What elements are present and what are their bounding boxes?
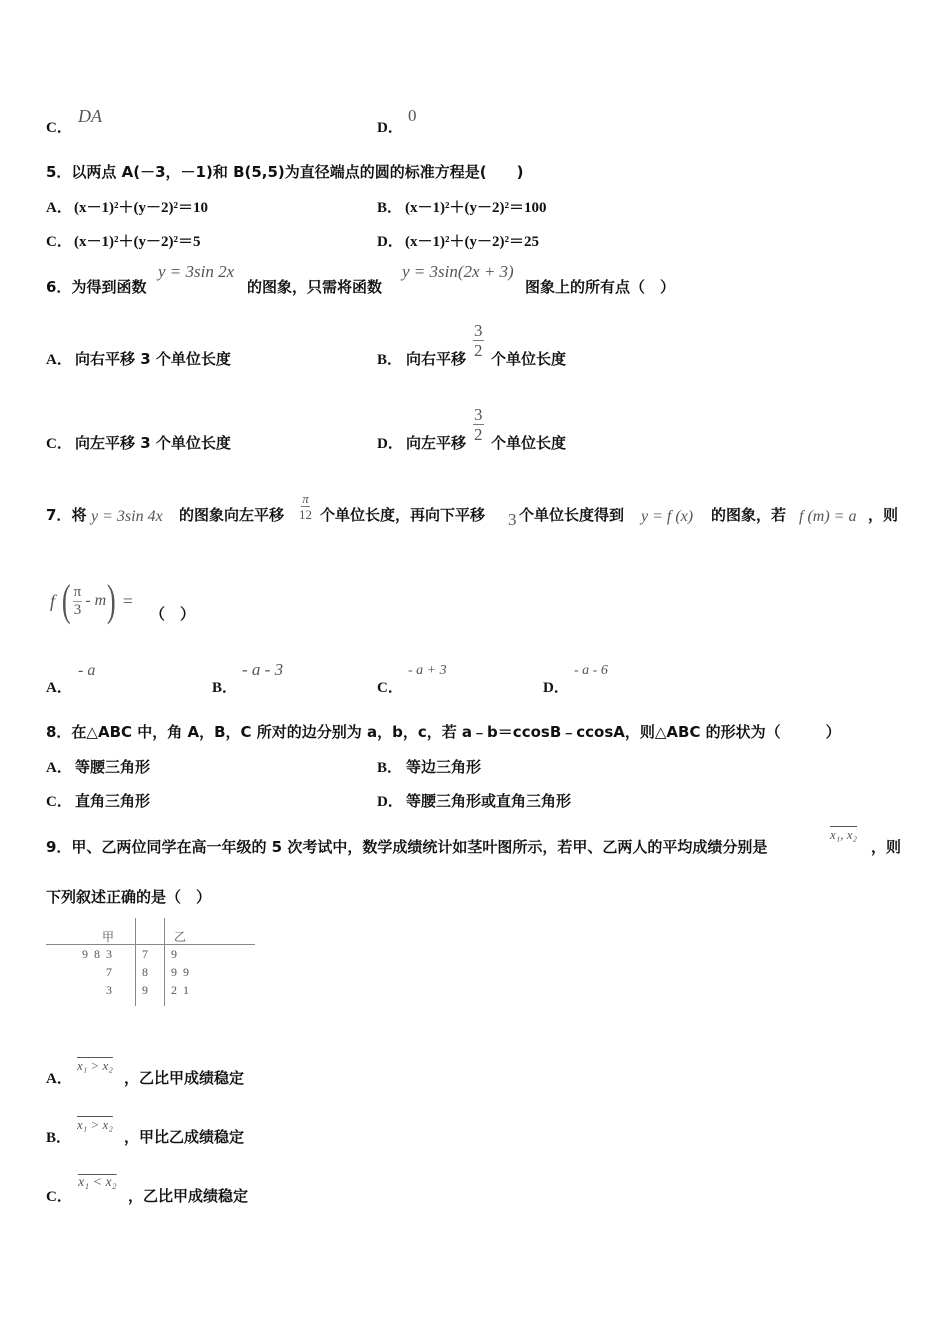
math-f: f — [50, 590, 56, 611]
option-text: (x－1)²＋(y－2)²＝100 — [405, 200, 547, 216]
option-text: ，乙比甲成绩稳定 — [124, 1069, 245, 1087]
question-9-stem-line1: 9．甲、乙两位同学在高一年级的 5 次考试中，数学成绩统计如茎叶图所示，若甲、乙两人的平均成绩分别是 — [46, 838, 768, 856]
option-text: 等腰三角形 — [75, 758, 151, 776]
option-label: C． — [46, 120, 72, 136]
option-label: C． — [46, 436, 72, 452]
math-relation: x₁ > x₂ — [77, 1117, 113, 1132]
option-label: A． — [46, 200, 72, 216]
stem-leaf-left-leaves: 7 — [106, 965, 112, 979]
option-label: A． — [46, 760, 72, 776]
stem-leaf-plot — [46, 918, 256, 1006]
option-expr: - a - 3 — [242, 660, 284, 679]
stem-leaf-stem: 9 — [142, 983, 148, 997]
option-text: 向左平移 3 个单位长度 — [75, 434, 231, 452]
fraction-pi-12: $\frac{\pi}{12}$ — [299, 491, 312, 522]
stem-leaf-right-leaves: 2 1 — [171, 983, 189, 997]
stem-text: ，则 — [871, 838, 902, 856]
option-text: 个单位长度 — [491, 350, 567, 368]
option-text: 个单位长度 — [491, 434, 567, 452]
question-9-stem-line2: 下列叙述正确的是（ ） — [46, 888, 212, 906]
option-text: ，甲比乙成绩稳定 — [124, 1128, 245, 1146]
option-text: 等腰三角形或直角三角形 — [406, 792, 572, 810]
stem-text: 图象上的所有点（ ） — [525, 278, 676, 296]
formula-y-fx: y = f (x) — [641, 508, 694, 525]
stem-leaf-head-jia: 甲 — [102, 930, 115, 944]
math-number: 3 — [508, 510, 517, 529]
stem-text: 个单位长度得到 — [519, 506, 625, 524]
option-label: C． — [46, 794, 72, 810]
formula-y-3sin2x-plus-3: y = 3sin(2x + 3) — [402, 262, 514, 281]
stem-text: 的图象向左平移 — [179, 506, 285, 524]
option-label: D． — [377, 120, 403, 136]
option-expr: - a - 6 — [574, 663, 608, 678]
formula-fm-a: f (m) = a — [799, 508, 857, 525]
option-label: B． — [377, 200, 403, 216]
stem-text: 为得到函数 — [71, 278, 147, 296]
question-8-stem: 8．在△ABC 中，角 A，B，C 所对的边分别为 a，b，c，若 a﹣b＝ccosB﹣ccosA，则△ABC 的形状为（ ） — [46, 723, 841, 741]
stem-leaf-head-yi: 乙 — [174, 930, 187, 944]
stem-text: 个单位长度，再向下平移 — [320, 506, 486, 524]
stem-leaf-stem: 7 — [142, 947, 148, 961]
option-label: C． — [46, 234, 72, 250]
formula-y-3sin2x: y = 3sin 2x — [158, 262, 235, 281]
option-expr: - a + 3 — [408, 663, 447, 678]
option-text: (x－1)²＋(y－2)²＝10 — [74, 200, 208, 216]
option-label: C． — [377, 680, 403, 696]
option-text: 直角三角形 — [75, 792, 151, 810]
option-label: B． — [212, 680, 238, 696]
math-expression: DA — [78, 106, 102, 126]
option-expr: - a — [78, 662, 96, 679]
option-text: 等边三角形 — [406, 758, 482, 776]
option-label: A． — [46, 680, 72, 696]
formula-y-3sin4x: y = 3sin 4x — [91, 508, 163, 525]
stem-leaf-left-leaves: 3 — [106, 983, 112, 997]
stem-leaf-right-leaves: 9 — [171, 947, 177, 961]
option-text: (x－1)²＋(y－2)²＝25 — [405, 234, 539, 250]
option-text: 向右平移 3 个单位长度 — [75, 350, 231, 368]
option-label: B． — [377, 352, 403, 368]
stem-leaf-stem: 8 — [142, 965, 148, 979]
option-text: ，乙比甲成绩稳定 — [128, 1187, 249, 1205]
question-5-stem: 5．以两点 A(－3，－1)和 B(5,5)为直径端点的圆的标准方程是( ) — [46, 163, 524, 181]
expression-f-pi3-minus-m: f ( $\frac{\pi}{3}$ - m ) = — [50, 576, 133, 625]
option-label: C． — [46, 1189, 72, 1205]
math-relation: x₁ < x₂ — [78, 1175, 117, 1190]
option-text: (x－1)²＋(y－2)²＝5 — [74, 234, 201, 250]
option-label: D． — [543, 680, 569, 696]
fraction-3-2: $\frac{3}{2}$ — [474, 321, 483, 360]
answer-paren: （ ） — [150, 605, 196, 623]
option-text: 向右平移 — [406, 350, 467, 368]
fraction-3-2: $\frac{3}{2}$ — [474, 405, 483, 444]
option-label: A． — [46, 352, 72, 368]
math-equals: = — [122, 590, 133, 611]
stem-text: 将 — [71, 506, 87, 524]
question-6-stem — [46, 276, 146, 297]
option-label: D． — [377, 794, 403, 810]
stem-text: ，则 — [868, 506, 899, 524]
option-label: D． — [377, 436, 403, 452]
question-number: 6． — [46, 278, 72, 296]
math-relation: x₁ > x₂ — [77, 1058, 113, 1073]
stem-leaf-right-leaves: 9 9 — [171, 965, 189, 979]
question-number: 7． — [46, 506, 72, 524]
stem-leaf-left-leaves: 9 8 3 — [82, 947, 112, 961]
math-expression: 0 — [408, 106, 417, 125]
option-text: 向左平移 — [406, 434, 467, 452]
stem-text: 的图象，只需将函数 — [247, 278, 383, 296]
option-label: D． — [377, 234, 403, 250]
stem-text: 的图象，若 — [711, 506, 787, 524]
option-label: B． — [377, 760, 403, 776]
math-minus-m: - m — [85, 592, 107, 609]
math-xbar-1-2: x₁, x₂ — [830, 827, 858, 842]
question-7-stem — [46, 504, 86, 525]
option-label: B． — [46, 1130, 72, 1146]
option-label: A． — [46, 1071, 72, 1087]
